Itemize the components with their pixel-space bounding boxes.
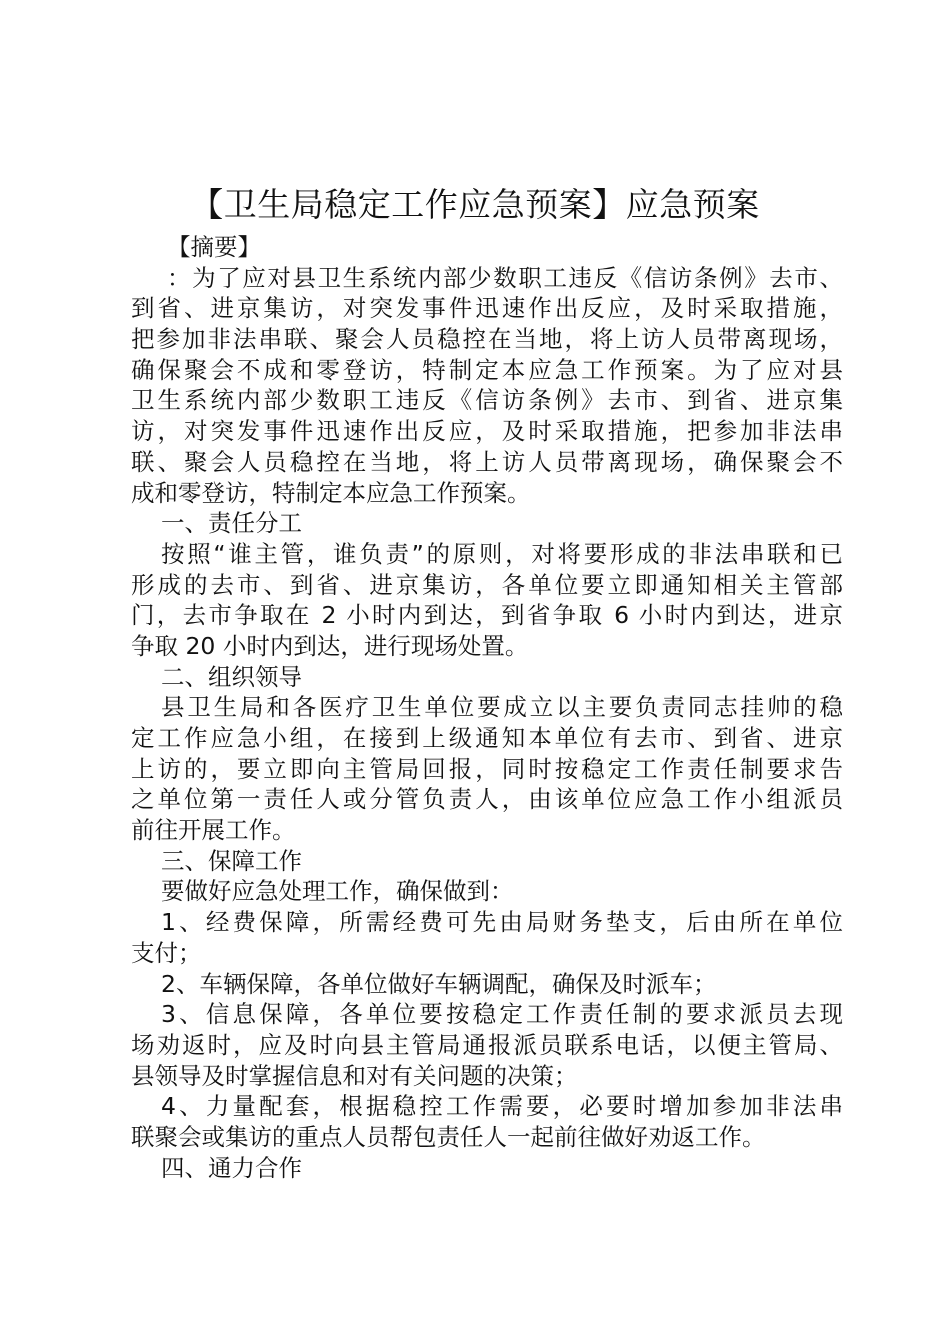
section-1-line: 门，去市争取在 2 小时内到达，到省争取 6 小时内到达，进京: [131, 601, 843, 630]
section-3-item-3: 县领导及时掌握信息和对有关问题的决策；: [131, 1061, 578, 1090]
section-2-line: 县卫生局和各医疗卫生单位要成立以主要负责同志挂帅的稳: [161, 693, 843, 722]
section-2-line: 上访的，要立即向主管局回报，同时按稳定工作责任制要求告: [131, 754, 843, 783]
abstract-line: 卫生系统内部少数职工违反《信访条例》去市、到省、进京集: [131, 386, 843, 415]
section-3-item-4: 联聚会或集访的重点人员帮包责任人一起前往做好劝返工作。: [131, 1122, 766, 1151]
abstract-line: 到省、进京集访，对突发事件迅速作出反应，及时采取措施，: [131, 294, 843, 323]
section-3-item-2: 2、车辆保障，各单位做好车辆调配，确保及时派车；: [161, 969, 717, 998]
section-1-line: 争取 20 小时内到达，进行现场处置。: [131, 631, 529, 660]
section-3-line: 要做好应急处理工作，确保做到：: [161, 877, 514, 906]
section-heading-3: 三、保障工作: [161, 846, 302, 875]
section-3-item-3: 3、信息保障，各单位要按稳定工作责任制的要求派员去现: [161, 1000, 843, 1029]
section-3-item-4: 4、力量配套，根据稳控工作需要，必要时增加参加非法串: [161, 1092, 843, 1121]
abstract-line: 确保聚会不成和零登访，特制定本应急工作预案。为了应对县: [131, 355, 843, 384]
abstract-line: 成和零登访，特制定本应急工作预案。: [131, 478, 531, 507]
section-1-line: 按照“谁主管，谁负责”的原则，对将要形成的非法串联和已: [161, 539, 843, 568]
section-heading-2: 二、组织领导: [161, 662, 302, 691]
abstract-heading: 【摘要】: [167, 233, 261, 261]
section-heading-4: 四、通力合作: [161, 1153, 302, 1182]
section-3-item-1: 1、经费保障，所需经费可先由局财务垫支，后由所在单位: [161, 908, 843, 937]
section-2-line: 前往开展工作。: [131, 816, 296, 845]
abstract-line: 把参加非法串联、聚会人员稳控在当地，将上访人员带离现场，: [131, 325, 843, 354]
document-title: 【卫生局稳定工作应急预案】应急预案: [190, 185, 760, 224]
section-3-item-1: 支付；: [131, 938, 202, 967]
abstract-line: 联、聚会人员稳控在当地，将上访人员带离现场，确保聚会不: [131, 447, 843, 476]
abstract-line: ：为了应对县卫生系统内部少数职工违反《信访条例》去市、: [167, 263, 843, 292]
section-3-item-3: 场劝返时，应及时向县主管局通报派员联系电话，以便主管局、: [131, 1030, 843, 1059]
abstract-line: 访，对突发事件迅速作出反应，及时采取措施，把参加非法串: [131, 417, 843, 446]
section-1-line: 形成的去市、到省、进京集访，各单位要立即通知相关主管部: [131, 570, 843, 599]
section-heading-1: 一、责任分工: [161, 509, 302, 538]
document-body: [131, 232, 843, 1183]
section-2-line: 之单位第一责任人或分管负责人，由该单位应急工作小组派员: [131, 785, 843, 814]
section-2-line: 定工作应急小组，在接到上级通知本单位有去市、到省、进京: [131, 724, 843, 752]
